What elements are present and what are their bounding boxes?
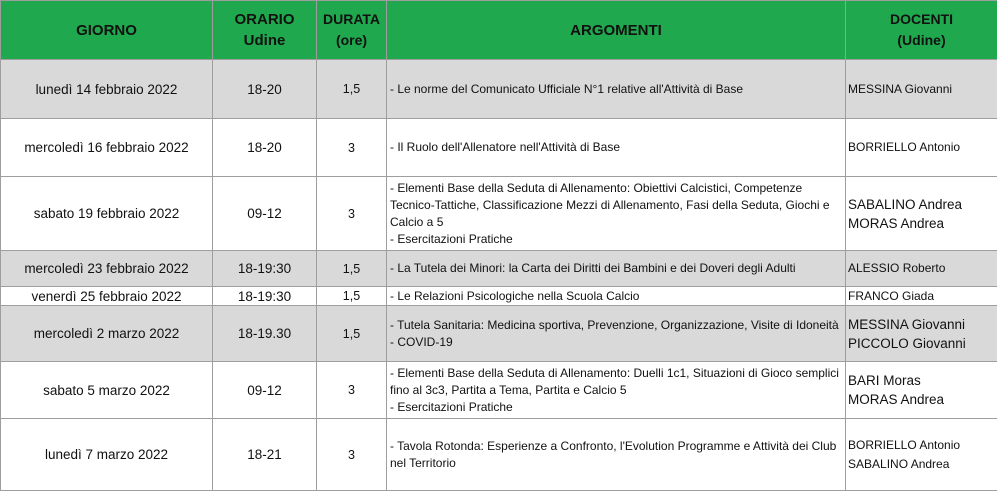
table-row bbox=[1, 362, 997, 419]
topic-item: - Tutela Sanitaria: Medicina sportiva, Prevenzione, Organizzazione, Visite di Idoneità bbox=[390, 317, 839, 332]
teacher-cell bbox=[846, 287, 997, 306]
topic-cell bbox=[387, 419, 846, 491]
header-argomenti bbox=[387, 1, 846, 60]
teacher-name: SABALINO Andrea bbox=[848, 456, 950, 471]
teacher-name: BORRIELLO Antonio bbox=[848, 437, 961, 452]
time-cell: 18-19.30 bbox=[213, 306, 317, 362]
teacher-cell bbox=[846, 60, 997, 119]
day-cell: mercoledì 23 febbraio 2022 bbox=[1, 251, 213, 287]
time-cell: 18-21 bbox=[213, 419, 317, 491]
topic-item: - Le norme del Comunicato Ufficiale N°1 relative all'Attività di Base bbox=[390, 81, 744, 96]
duration-cell: 1,5 bbox=[317, 306, 387, 362]
day-cell: lunedì 14 febbraio 2022 bbox=[1, 60, 213, 119]
duration-cell: 1,5 bbox=[317, 251, 387, 287]
topic-item: - La Tutela dei Minori: la Carta dei Diritti dei Bambini e dei Doveri degli Adulti bbox=[390, 261, 796, 275]
time-cell: 09-12 bbox=[213, 362, 317, 419]
topic-cell bbox=[387, 60, 846, 119]
table-row bbox=[1, 177, 997, 251]
time-cell: 18-19:30 bbox=[213, 251, 317, 287]
topic-cell bbox=[387, 306, 846, 362]
header-giorno bbox=[1, 1, 213, 60]
teacher-name: BORRIELLO Antonio bbox=[848, 140, 961, 154]
header-docenti-line: DOCENTI bbox=[890, 11, 953, 27]
topic-item: - Esercitazioni Pratiche bbox=[390, 399, 513, 414]
topic-cell bbox=[387, 362, 846, 419]
time-cell: 09-12 bbox=[213, 177, 317, 251]
teacher-cell bbox=[846, 362, 997, 419]
teacher-cell bbox=[846, 419, 997, 491]
day-cell: mercoledì 2 marzo 2022 bbox=[1, 306, 213, 362]
topic-cell bbox=[387, 251, 846, 287]
teacher-cell bbox=[846, 306, 997, 362]
topic-item: - Il Ruolo dell'Allenatore nell'Attività di Base bbox=[390, 140, 621, 154]
topic-cell bbox=[387, 287, 846, 306]
time-cell: 18-20 bbox=[213, 119, 317, 177]
day-cell: sabato 19 febbraio 2022 bbox=[1, 177, 213, 251]
header-argomenti-line: ARGOMENTI bbox=[570, 21, 662, 39]
teacher-name: SABALINO Andrea bbox=[848, 196, 963, 212]
header-row bbox=[1, 1, 997, 60]
header-durata-line: (ore) bbox=[335, 32, 368, 48]
header-docenti-line: (Udine) bbox=[897, 32, 946, 48]
day-cell: venerdì 25 febbraio 2022 bbox=[1, 287, 213, 306]
table-row bbox=[1, 60, 997, 119]
header-durata-line: DURATA bbox=[322, 11, 381, 27]
time-cell: 18-19:30 bbox=[213, 287, 317, 306]
teacher-name: FRANCO Giada bbox=[848, 288, 935, 303]
header-durata bbox=[317, 1, 387, 60]
header-orario-line: Udine bbox=[243, 32, 286, 49]
header-docenti bbox=[846, 1, 997, 60]
header-orario-line: ORARIO bbox=[234, 11, 295, 28]
table-row bbox=[1, 306, 997, 362]
duration-cell: 3 bbox=[317, 177, 387, 251]
teacher-name: PICCOLO Giovanni bbox=[848, 335, 966, 351]
teacher-name: MORAS Andrea bbox=[848, 215, 945, 231]
topic-cell bbox=[387, 177, 846, 251]
table-row bbox=[1, 119, 997, 177]
topic-item: - Elementi Base della Seduta di Allenamento: Obiettivi Calcistici, Competenze Tecnico-Tattiche, Classificazione Mezzi di Allenamento, Fasi della Seduta, Giochi e Calcio a 5 bbox=[390, 180, 830, 229]
teacher-name: MORAS Andrea bbox=[848, 392, 945, 407]
day-cell: sabato 5 marzo 2022 bbox=[1, 362, 213, 419]
topic-cell bbox=[387, 119, 846, 177]
topic-item: - COVID-19 bbox=[390, 334, 453, 349]
teacher-cell bbox=[846, 177, 997, 251]
teacher-name: ALESSIO Roberto bbox=[848, 261, 946, 275]
duration-cell: 3 bbox=[317, 419, 387, 491]
table-row bbox=[1, 251, 997, 287]
teacher-cell bbox=[846, 251, 997, 287]
duration-cell: 3 bbox=[317, 119, 387, 177]
topic-item: - Esercitazioni Pratiche bbox=[390, 231, 513, 246]
duration-cell: 1,5 bbox=[317, 287, 387, 306]
time-cell: 18-20 bbox=[213, 60, 317, 119]
topic-item: - Tavola Rotonda: Esperienze a Confronto, l'Evolution Programme e Attività dei Club nel Territorio bbox=[390, 438, 837, 470]
duration-cell: 1,5 bbox=[317, 60, 387, 119]
topic-item: - Elementi Base della Seduta di Allenamento: Duelli 1c1, Situazioni di Gioco semplici fino al 3c3, Partita a Tema, Partita e Calcio 5 bbox=[390, 365, 839, 397]
teacher-name: MESSINA Giovanni bbox=[848, 81, 953, 96]
teacher-name: BARI Moras bbox=[848, 373, 921, 388]
header-giorno-line: GIORNO bbox=[76, 21, 137, 39]
day-cell: lunedì 7 marzo 2022 bbox=[1, 419, 213, 491]
header-orario bbox=[213, 1, 317, 60]
teacher-cell bbox=[846, 119, 997, 177]
topic-item: - Le Relazioni Psicologiche nella Scuola Calcio bbox=[390, 288, 640, 303]
table-row bbox=[1, 287, 997, 306]
teacher-name: MESSINA Giovanni bbox=[848, 316, 966, 332]
table-row bbox=[1, 419, 997, 491]
day-cell: mercoledì 16 febbraio 2022 bbox=[1, 119, 213, 177]
duration-cell: 3 bbox=[317, 362, 387, 419]
